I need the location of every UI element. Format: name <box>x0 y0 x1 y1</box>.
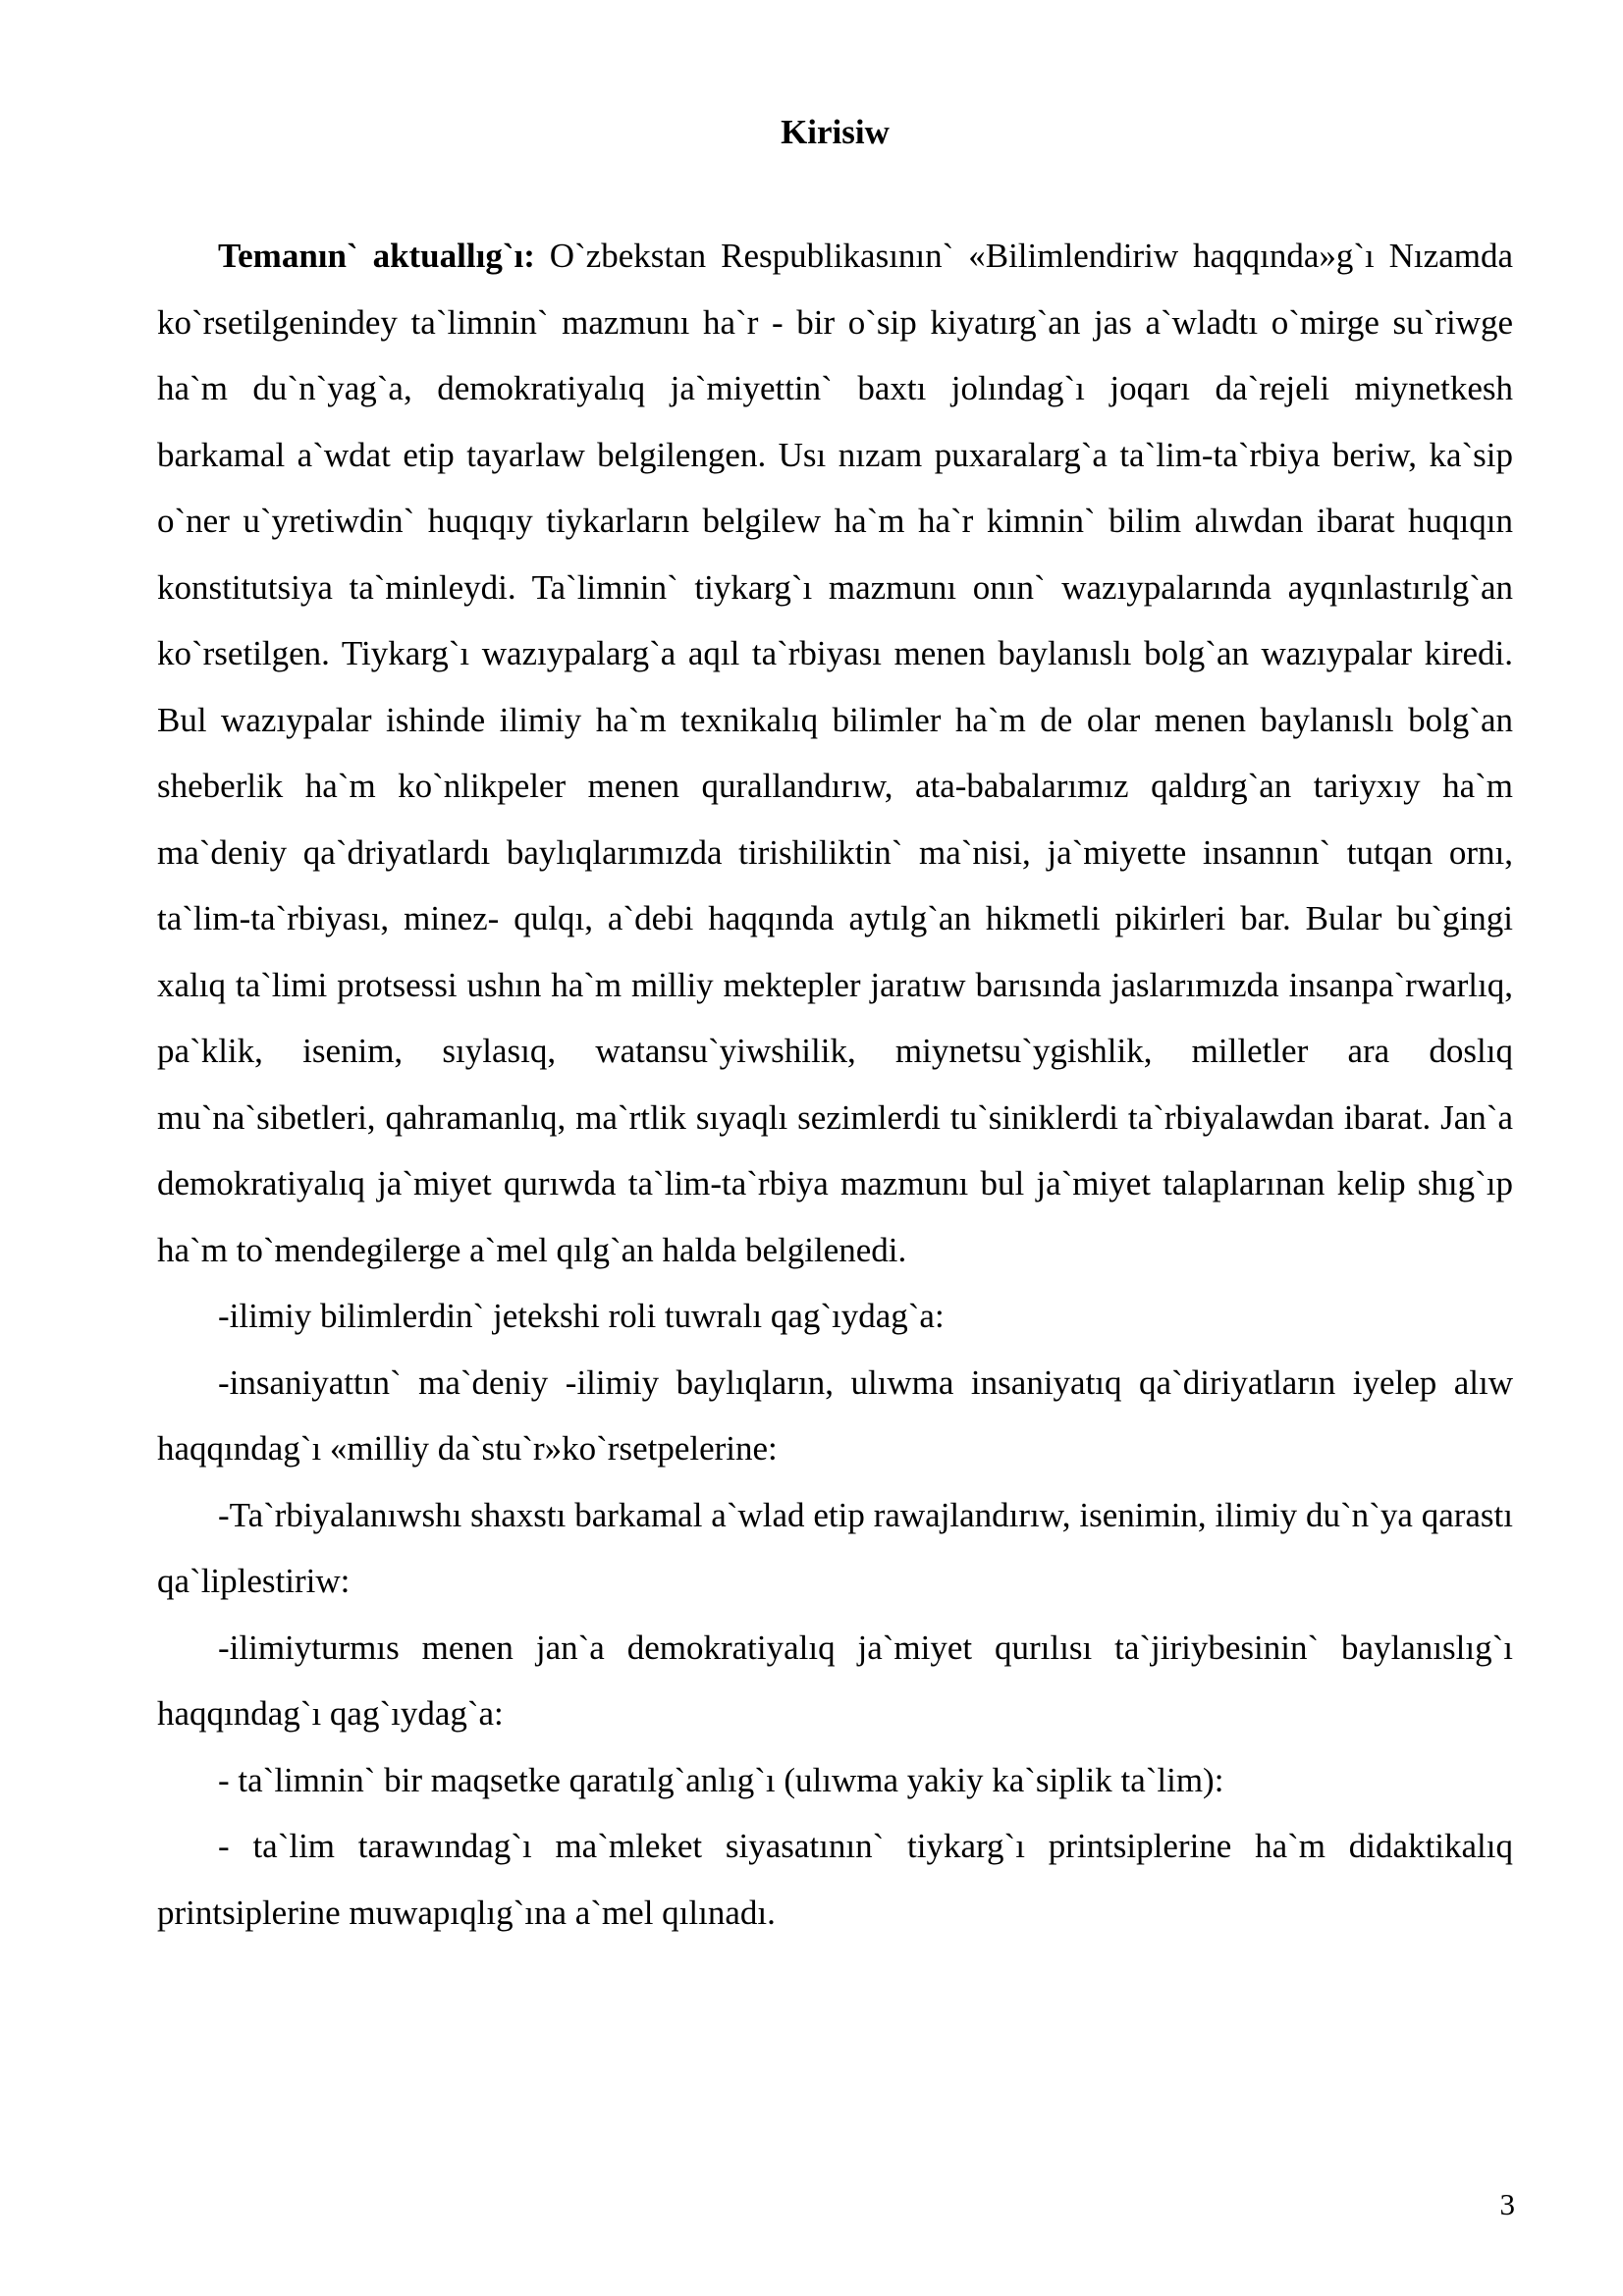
page-number: 3 <box>1499 2187 1515 2221</box>
topic-relevance-label: Temanın` aktuallıg`ı: <box>218 237 535 275</box>
list-item: - ta`lim tarawındag`ı ma`mleket siyasatının` tiykarg`ı printsiplerine ha`m didaktikalıq printsiplerine muwapıqlıg`ına a`mel qılınadı. <box>157 1827 1513 1932</box>
intro-text: O`zbekstan Respublikasının` «Bilimlendiriw haqqında»g`ı Nızamda ko`rsetilgenindey ta`limnin` mazmunı ha`r - bir o`sip kiyatırg`an jas a`wladtı o`mirge su`riwge ha`m du`n`yag`a, demokratiyalıq ja`miyettin` baxtı jolındag`ı joqarı da`rejeli miynetkesh barkamal a`wdat etip tayarlaw belgilengen. Usı nızam puxaralarg`a ta`lim-ta`rbiya beriw, ka`sip o`ner u`yretiwdin` huqıqıy tiykarların belgilew ha`m ha`r kimnin` bilim alıwdan ibarat huqıqın konstitutsiya ta`minleydi. Ta`limnin` tiykarg`ı mazmunı onın` wazıypalarında ayqınlastırılg`an ko`rsetilgen. Tiykarg`ı wazıypalarg`a aqıl ta`rbiyası menen baylanıslı bolg`an wazıypalar kiredi. Bul wazıypalar ishinde ilimiy ha`m texnikalıq bilimler ha`m de olar menen baylanıslı bolg`an sheberlik ha`m ko`nlikpeler menen qurallandırıw, ata-babalarımız qaldırg`an tariyxıy ha`m ma`deniy qa`driyatlardı baylıqlarımızda tirishiliktin` ma`nisi, ja`miyette insannın` tutqan ornı, ta`lim-ta`rbiyası, minez- qulqı, a`debi haqqında aytılg`an hikmetli pikirleri bar. Bular bu`gingi xalıq ta`limi protsessi ushın ha`m milliy mektepler jaratıw barısında jaslarımızda insanpa`rwarlıq, pa`klik, isenim, sıylasıq, watansu`yiwshilik, miynetsu`ygishlik, milletler ara doslıq mu`na`sibetleri, qahramanlıq, ma`rtlik sıyaqlı sezimlerdi tu`siniklerdi ta`rbiyalawdan ibarat. Jan`a demokratiyalıq ja`miyet qurıwda ta`lim-ta`rbiya mazmunı bul ja`miyet talaplarınan kelip shıg`ıp ha`m to`mendegilerge a`mel qılg`an halda belgilenedi. <box>157 237 1513 1269</box>
intro-paragraph <box>157 223 1513 1283</box>
section-heading: Kirisiw <box>781 113 890 151</box>
document-body <box>157 223 1513 1946</box>
list-item: - ta`limnin` bir maqsetke qaratılg`anlıg`ı (ulıwma yakiy ka`siplik ta`lim): <box>218 1760 1224 1799</box>
list-item: -insaniyattın` ma`deniy -ilimiy baylıqların, ulıwma insaniyatıq qa`diriyatların iyelep alıw haqqındag`ı «milliy da`stu`r»ko`rsetpelerine: <box>157 1362 1513 1468</box>
list-item: -ilimiy bilimlerdin` jetekshi roli tuwralı qag`ıydag`a: <box>218 1297 945 1335</box>
list-item: -Ta`rbiyalanıwshı shaxstı barkamal a`wlad etip rawajlandırıw, isenimin, ilimiy du`n`ya qarastı qa`liplestiriw: <box>157 1495 1513 1600</box>
list-item: -ilimiyturmıs menen jan`a demokratiyalıq ja`miyet qurılısı ta`jiriybesinin` baylanıslıg`ı haqqındag`ı qag`ıydag`a: <box>157 1628 1513 1733</box>
document-page <box>157 113 1513 1946</box>
